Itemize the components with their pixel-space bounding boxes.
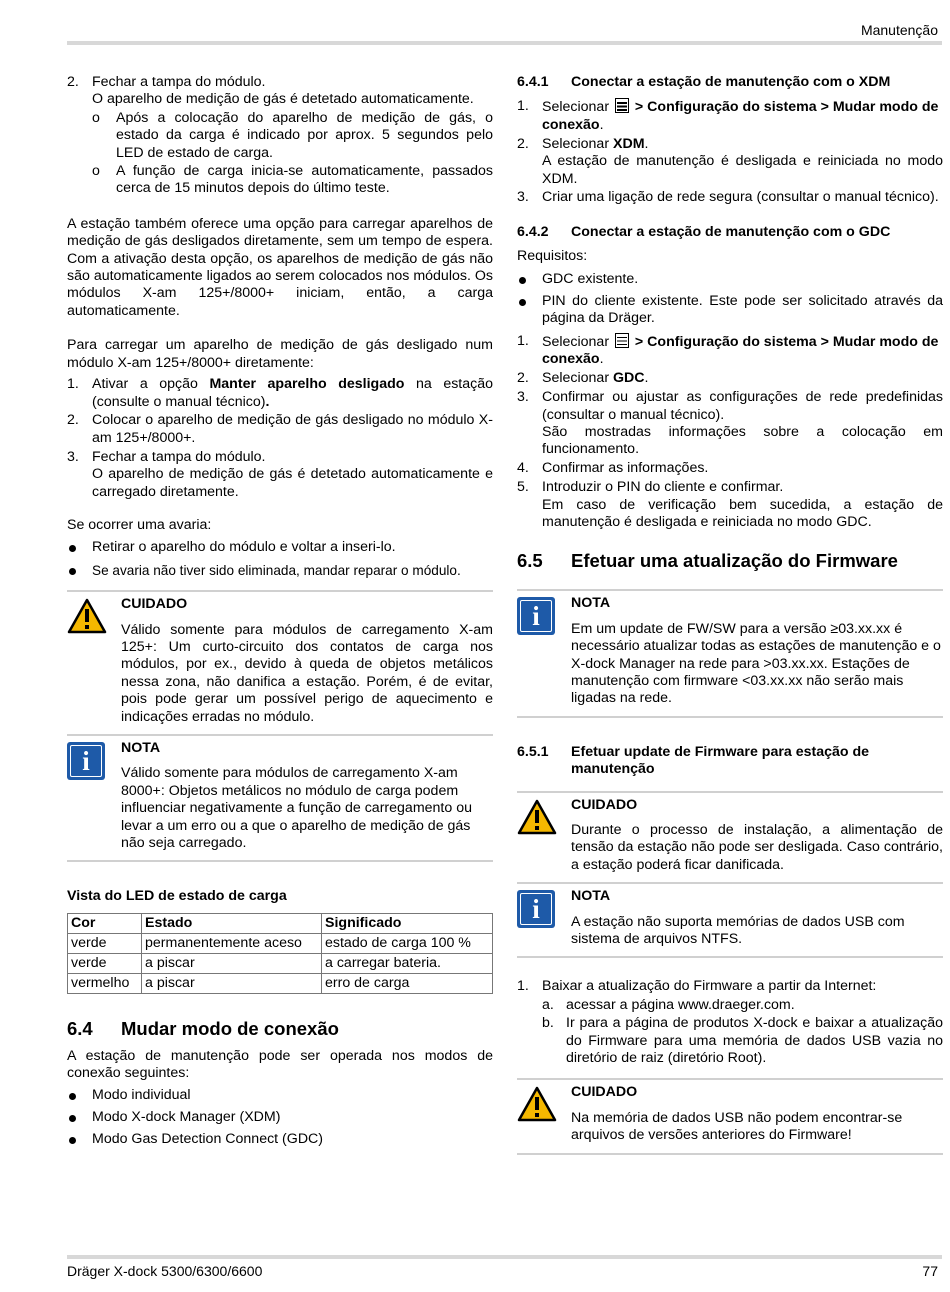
list-item: GDC existente. (517, 271, 943, 288)
list-item: Modo individual (67, 1087, 493, 1104)
list-item: Modo Gas Detection Connect (GDC) (67, 1131, 493, 1148)
paragraph: A estação de manutenção pode ser operada nos modos de conexão seguintes: (67, 1047, 493, 1082)
note-callout (517, 884, 943, 958)
caution-callout (67, 590, 493, 736)
list-item: Modo X-dock Manager (XDM) (67, 1109, 493, 1126)
list-item: 2. Colocar o aparelho de medição de gás desligado no módulo X-am 125+/8000+. (67, 412, 493, 446)
callout-text: Válido somente para módulos de carregamento X-am 125+: Um curto-circuito dos contatos de carga nos módulos, por ex., devido à queda de objetos metálicos nessa zona, não danifica a estação. Porém, é de evitar, pois pode gerar um possível perigo de aquecimento e indicações erradas no módulo. (121, 621, 493, 725)
xdm-steps (517, 98, 943, 206)
table-row: vermelho a piscar erro de carga (68, 973, 493, 993)
left-column (67, 74, 493, 1154)
list-item: Se avaria não tiver sido eliminada, mandar reparar o módulo. (67, 562, 493, 579)
callout-title: CUIDADO (571, 796, 638, 813)
list-item: 1. Baixar a atualização do Firmware a partir da Internet: a. acessar a página www.draeger.com. b. Ir para a página de produtos X-dock e baixar a atualização do Firmware para uma memória de dados USB vazia no diretório de raiz (diretório Root). (517, 978, 943, 1067)
callout-text: Em um update de FW/SW para a versão ≥03.xx.xx é necessário atualizar todas as estações de manutenção e o X-dock Manager na rede para >03.xx.xx. Estações de manutenção com firmware <03.xx.xx não serão mais ligadas na rede. (571, 620, 941, 707)
fault-intro: Se ocorrer uma avaria: (67, 516, 212, 533)
callout-text: Válido somente para módulos de carregamento X-am 8000+: Objetos metálicos no módulo de carga podem influenciar negativamente a função de carregamento ou levar a um erro ou a que o aparelho de medição de gás não seja carregado. (121, 765, 472, 852)
fault-list (67, 539, 493, 579)
list-item: Retirar o aparelho do módulo e voltar a inseri-lo. (67, 539, 493, 556)
list-item: 2. Selecionar GDC. (517, 370, 649, 387)
paragraph: Para carregar um aparelho de medição de gás desligado num módulo X-am 125+/8000+ diretamente: (67, 337, 493, 371)
sub-item: o A função de carga inicia-se automaticamente, passados cerca de 15 minutos depois do último teste. (92, 163, 493, 197)
callout-title: CUIDADO (571, 1084, 638, 1101)
info-icon: i (517, 597, 555, 635)
callout-text: A estação não suporta memórias de dados USB com sistema de arquivos NTFS. (571, 913, 905, 948)
gdc-steps (517, 333, 943, 531)
callout-title: NOTA (121, 740, 161, 756)
mode-list (67, 1087, 493, 1149)
list-item: 1. Selecionar > Configuração do sistema > Mudar modo de conexão. (517, 332, 939, 368)
note-callout (517, 589, 943, 717)
callout-title: NOTA (571, 595, 611, 612)
warning-icon (67, 598, 107, 634)
menu-icon (615, 98, 629, 113)
section-heading-6-4-2: 6.4.2 Conectar a estação de manutenção com o GDC (517, 223, 891, 240)
info-icon: i (517, 890, 555, 928)
list-item: 3. Fechar a tampa do módulo. O aparelho de medição de gás é detetado automaticamente e carregado diretamente. (67, 448, 493, 500)
footer-product: Dräger X-dock 5300/6300/6600 (67, 1263, 263, 1279)
menu-icon (615, 333, 629, 348)
caution-callout (517, 1078, 943, 1154)
footer-rule (67, 1255, 942, 1259)
callout-text: Durante o processo de instalação, a alimentação de tensão da estação não pode ser desligada. Caso contrário, a estação poderá ficar danificada. (571, 822, 943, 873)
list-item: 5. Introduzir o PIN do cliente e confirmar. Em caso de verificação bem sucedida, a estação de manutenção é desligada e reiniciada no modo GDC. (517, 479, 943, 530)
right-column (517, 74, 943, 1155)
callout-title: NOTA (571, 888, 611, 905)
list-item: PIN do cliente existente. Este pode ser solicitado através da página da Dräger. (517, 293, 943, 328)
callout-text: Na memória de dados USB não podem encontrar-se arquivos de versões anteriores do Firmware! (571, 1109, 903, 1144)
table-header-row: Cor Estado Significado (68, 913, 493, 933)
warning-icon (517, 1086, 557, 1122)
sub-item: a. acessar a página www.draeger.com. (542, 996, 795, 1013)
paragraph: A estação também oferece uma opção para carregar aparelhos de medição de gás desligados diretamente, sem um tempo de espera. Com a ativação desta opção, os aparelhos de medição de gás não são automaticamente ligados ao serem colocados nos módulos. Os módulos X-am 125+/8000+ iniciam, então, a carga automaticamente. (67, 215, 493, 319)
section-heading-6-5: 6.5 Efetuar uma atualização do Firmware (517, 550, 898, 572)
table-row: verde permanentemente aceso estado de carga 100 % (68, 933, 493, 953)
steps-mid (67, 376, 493, 501)
download-steps (517, 978, 943, 1067)
list-item: 2. Selecionar XDM. A estação de manutenção é desligada e reiniciada no modo XDM. (517, 135, 943, 187)
list-item: 3. Criar uma ligação de rede segura (consultar o manual técnico). (517, 189, 939, 206)
requirements-label: Requisitos: (517, 248, 588, 265)
info-icon: i (67, 742, 105, 780)
header-rule (67, 41, 942, 45)
sub-item: o Após a colocação do aparelho de medição de gás, o estado da carga é indicado por aprox. 5 segundos pelo LED de estado de carga. (92, 109, 493, 161)
list-item: 1. Selecionar > Configuração do sistema > Mudar modo de conexão. (517, 98, 939, 133)
note-callout (67, 736, 493, 862)
list-item: 2. Fechar a tampa do módulo. O aparelho de medição de gás é detetado automaticamente. o Após a colocação do aparelho de medição de gás, o estado da carga é indicado por aprox. 5 segundos pelo LED de estado de carga. o A função de carga inicia-se automaticamente, passados cerca de 15 minutos depois do último teste. (67, 74, 493, 197)
sub-item: b. Ir para a página de produtos X-dock e baixar a atualização do Firmware para uma memória de dados USB vazia no diretório de raiz (diretório Root). (542, 1015, 943, 1067)
table-row: verde a piscar a carregar bateria. (68, 953, 493, 973)
running-header: Manutenção (860, 22, 938, 38)
section-heading-6-4: 6.4 Mudar modo de conexão (67, 1017, 339, 1039)
list-item: 4. Confirmar as informações. (517, 460, 709, 477)
section-heading-6-5-1: 6.5.1 Efetuar update de Firmware para estação de manutenção (517, 743, 870, 778)
led-table (67, 913, 493, 994)
section-heading-6-4-1: 6.4.1 Conectar a estação de manutenção com o XDM (517, 74, 891, 90)
led-table-title: Vista do LED de estado de carga (67, 888, 287, 905)
requirements-list (517, 271, 943, 328)
callout-title: CUIDADO (121, 596, 188, 613)
list-item: 1. Ativar a opção Manter aparelho desligado na estação (consulte o manual técnico). (67, 376, 494, 410)
warning-icon (517, 799, 557, 835)
page-number: 77 (922, 1263, 938, 1279)
list-item: 3. Confirmar ou ajustar as configurações de rede predefinidas (consultar o manual técnico). São mostradas informações sobre a colocação em funcionamento. (517, 389, 943, 458)
caution-callout (517, 791, 943, 885)
steps-top (67, 74, 493, 198)
